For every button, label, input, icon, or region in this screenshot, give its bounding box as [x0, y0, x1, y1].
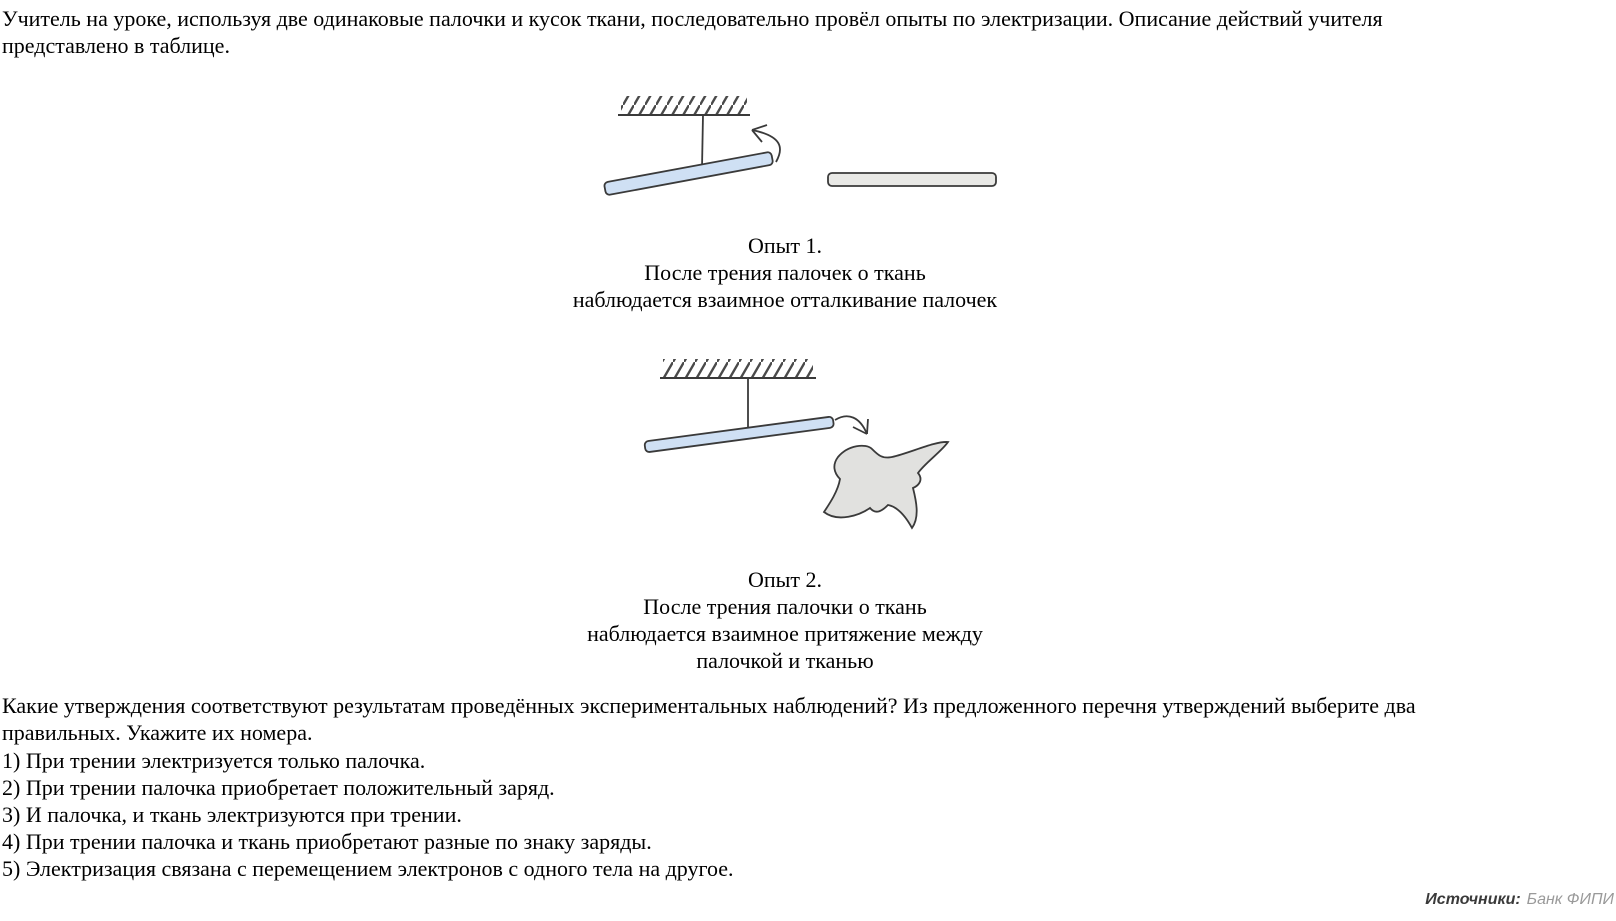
source-link[interactable]: Банк ФИПИ [1526, 891, 1614, 908]
options-list [2, 747, 734, 882]
caption2-line-3: наблюдается взаимное притяжение между [587, 621, 983, 646]
question-line-2: правильных. Укажите их номера. [2, 720, 313, 745]
option-4: 4) При трении палочка и ткань приобретают разные по знаку заряды. [2, 829, 652, 854]
ceiling-hatch [663, 359, 813, 378]
option-5: 5) Электризация связана с перемещением электронов с одного тела на другое. [2, 856, 734, 881]
caption2-line-1: Опыт 2. [747, 567, 823, 592]
suspension-string [702, 115, 703, 168]
intro-line-1: Учитель на уроке, используя две одинаковые палочки и кусок ткани, последовательно провёл опыты по электризации. Описание действий учителя [2, 6, 1383, 31]
experiment2-caption [0, 566, 1570, 674]
option-1: 1) При трении электризуется только палочка. [2, 748, 426, 773]
option-3: 3) И палочка, и ткань электризуются при трении. [2, 802, 462, 827]
caption2-line-2: После трения палочки о ткань [643, 594, 927, 619]
question-line-1: Какие утверждения соответствуют результатам проведённых экспериментальных наблюдений? Из предложенного перечня утверждений выберите два [2, 693, 1416, 718]
experiment2-diagram [618, 343, 963, 543]
source-label: Источники: [1425, 891, 1521, 908]
question-paragraph [2, 692, 1416, 746]
ceiling-hatch [621, 96, 747, 115]
hanging-charged-rod [604, 152, 774, 196]
intro-paragraph [2, 5, 1383, 59]
experiment1-diagram [590, 86, 1010, 201]
caption1-line-3: наблюдается взаимное отталкивание палочек [572, 287, 998, 312]
caption1-line-1: Опыт 1. [747, 233, 823, 258]
caption2-line-4: палочкой и тканью [696, 648, 874, 673]
second-rod [828, 173, 996, 186]
attraction-arrow [835, 416, 868, 434]
experiment1-caption [0, 232, 1570, 313]
cloth-piece [824, 442, 948, 528]
intro-line-2: представлено в таблице. [2, 33, 230, 58]
source-footer [1425, 891, 1614, 909]
option-2: 2) При трении палочка приобретает положительный заряд. [2, 775, 555, 800]
hanging-charged-rod [644, 416, 834, 452]
caption1-line-2: После трения палочек о ткань [644, 260, 926, 285]
